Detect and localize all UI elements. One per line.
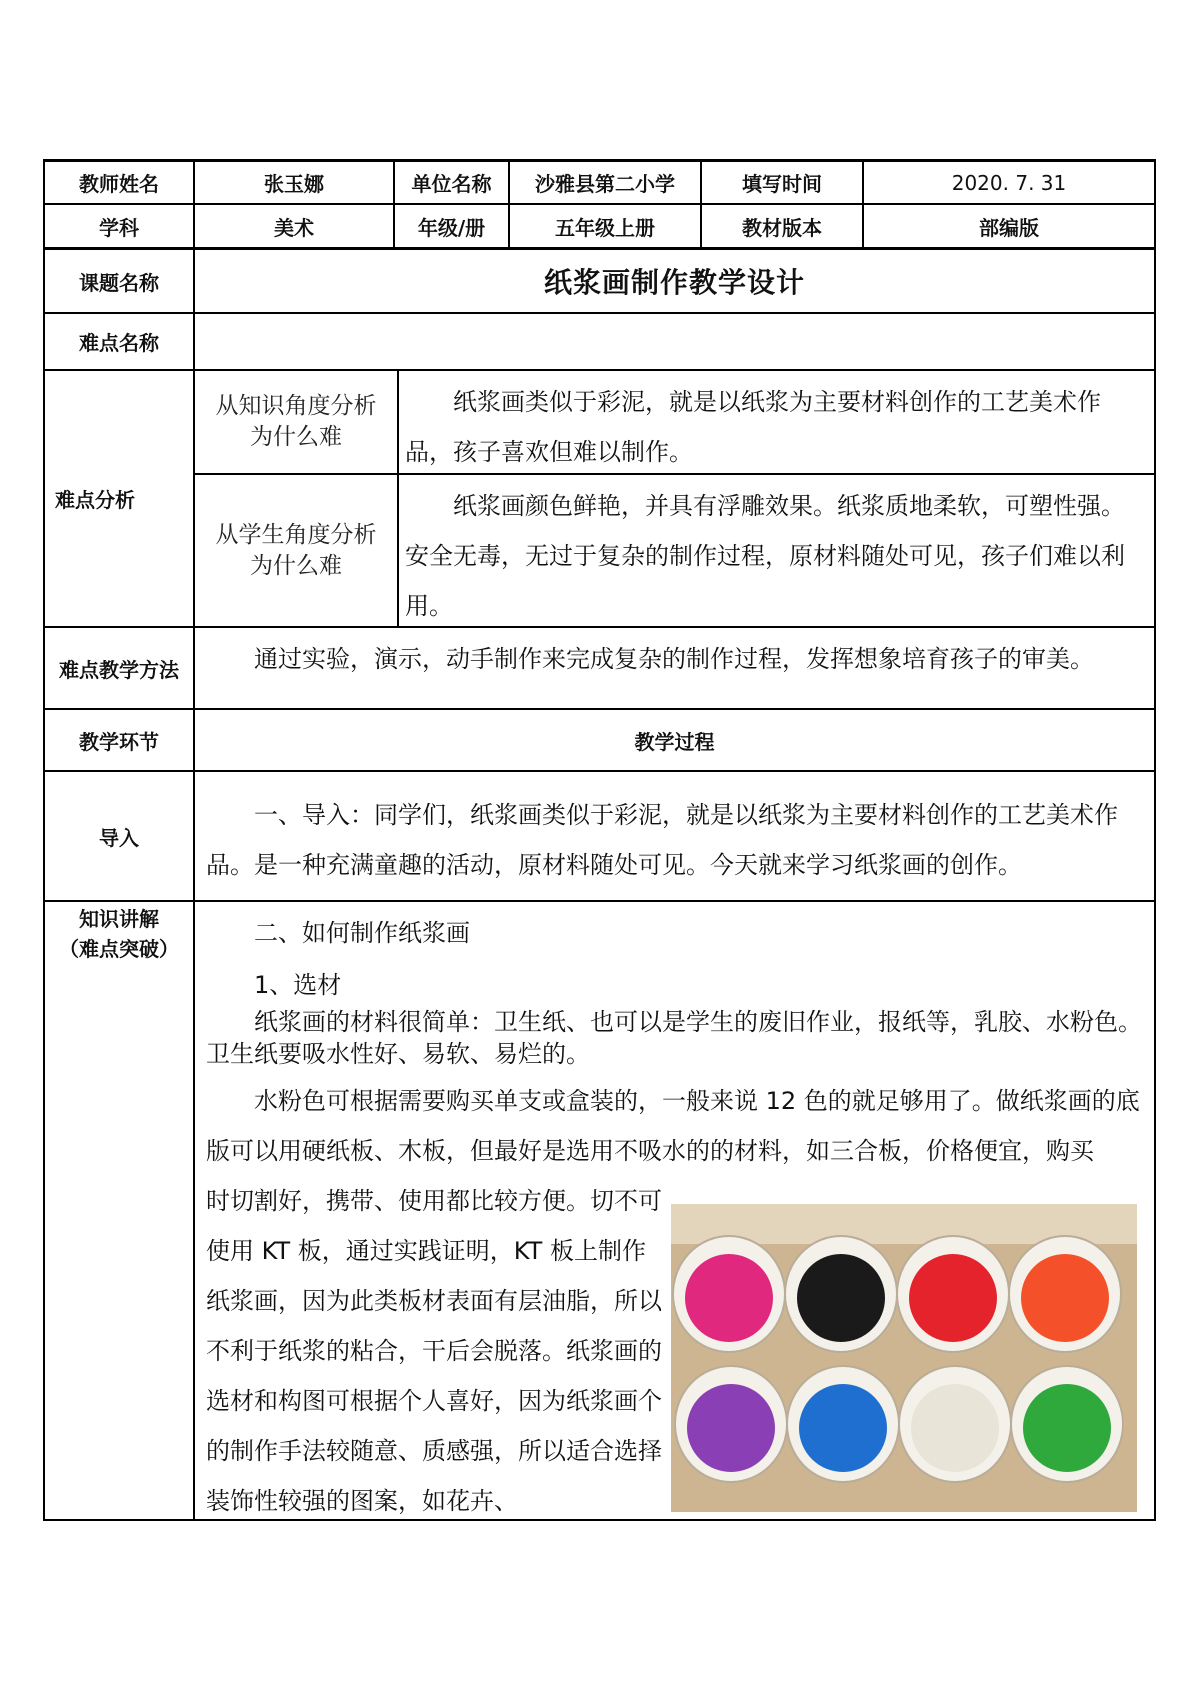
teacher-name-value: 张玉娜: [264, 172, 324, 196]
paper-pulp-cups-photo: [671, 1204, 1137, 1512]
cup-pulp-orange: [1021, 1254, 1109, 1342]
teaching-method-label: 难点教学方法: [59, 657, 179, 682]
knowledge-explanation-label-line1: 知识讲解: [79, 907, 159, 931]
row-divider: [43, 770, 1156, 772]
cup-pulp-magenta: [685, 1254, 773, 1342]
cup-pulp-purple: [687, 1384, 775, 1472]
edition-value: 部编版: [979, 215, 1039, 240]
cup-pulp-black: [797, 1254, 885, 1342]
topic-title: 纸浆画制作教学设计: [543, 266, 805, 299]
intro-text: 一、导入：同学们，纸浆画类似于彩泥，就是以纸浆为主要材料创作的工艺美术作品。是一种充满童趣的活动，原材料随处可见。今天就来学习纸浆画的创作。: [206, 801, 1118, 879]
date-label: 填写时间: [742, 172, 822, 196]
materials-paragraph: 纸浆画的材料很简单：卫生纸、也可以是学生的废旧作业，报纸等，乳胶、水粉色。卫生纸要吸水性好、易软、易烂的。: [206, 1008, 1142, 1068]
paint-and-board-paragraph: 水粉色可根据需要购买单支或盒装的，一般来说 12 色的就足够用了。做纸浆画的底版可以用硬纸板、木板，但最好是选用不吸水的的材料，如三合板，价格便宜，购买: [206, 1087, 1140, 1165]
knowledge-explanation-label-line2: （难点突破）: [59, 937, 179, 961]
analysis-column-divider: [397, 370, 399, 627]
difficulty-analysis-label: 难点分析: [55, 488, 135, 512]
teaching-stage-label: 教学环节: [79, 729, 159, 754]
difficulty-name-label: 难点名称: [79, 331, 159, 355]
teacher-name-label: 教师姓名: [79, 172, 159, 196]
difficulty-name-value: [195, 314, 1154, 369]
intro-label: 导入: [99, 825, 139, 850]
row-divider: [43, 900, 1156, 902]
knowledge-angle-label-line1: 从知识角度分析: [215, 393, 377, 419]
student-angle-label-line2: 为什么难: [250, 552, 342, 579]
paper-pulp-cups-illustration: [671, 1204, 1137, 1512]
knowledge-angle-text: 纸浆画类似于彩泥，就是以纸浆为主要材料创作的工艺美术作品，孩子喜欢但难以制作。: [405, 388, 1101, 466]
knowledge-explanation-label: [45, 904, 193, 964]
how-to-heading: 二、如何制作纸浆画: [254, 919, 470, 947]
cup-pulp-blue: [799, 1384, 887, 1472]
student-angle-text: 纸浆画颜色鲜艳，并具有浮雕效果。纸浆质地柔软，可塑性强。安全无毒，无过于复杂的制作过程，原材料随处可见，孩子们难以利用。: [405, 492, 1125, 620]
grade-label: 年级/册: [417, 215, 486, 240]
student-angle-label: [195, 475, 397, 626]
topic-label: 课题名称: [79, 270, 159, 295]
teaching-method-text: 通过实验，演示，动手制作来完成复杂的制作过程，发挥想象培育孩子的审美。: [254, 645, 1094, 673]
cup-pulp-red: [909, 1254, 997, 1342]
kt-board-paragraph: 时切割好，携带、使用都比较方便。切不可使用 KT 板，通过实践证明，KT 板上制作纸浆画，因为此类板材表面有层油脂，所以不利于纸浆的粘合，干后会脱落。纸浆画的选材和构图可根据个人喜好，因为纸浆画个的制作手法较随意、质感强，所以适合选择装饰性较强的图案，如花卉、: [206, 1187, 662, 1515]
unit-name-label: 单位名称: [411, 172, 492, 196]
student-angle-label-line1: 从学生角度分析: [215, 521, 377, 548]
edition-label: 教材版本: [742, 215, 822, 240]
knowledge-angle-label-line2: 为什么难: [250, 424, 342, 450]
cup-pulp-green: [1023, 1384, 1111, 1472]
cup-pulp-white: [911, 1384, 999, 1472]
subject-label: 学科: [99, 215, 139, 240]
knowledge-angle-label: [195, 371, 397, 473]
teaching-process-label: 教学过程: [634, 729, 715, 754]
grade-value: 五年级上册: [555, 215, 655, 240]
unit-name-value: 沙雅县第二小学: [535, 172, 675, 196]
step-material-selection: 1、选材: [254, 971, 342, 999]
date-value: 2020. 7. 31: [951, 170, 1067, 195]
table-border-right: [1154, 159, 1156, 1521]
subject-value: 美术: [274, 215, 314, 240]
